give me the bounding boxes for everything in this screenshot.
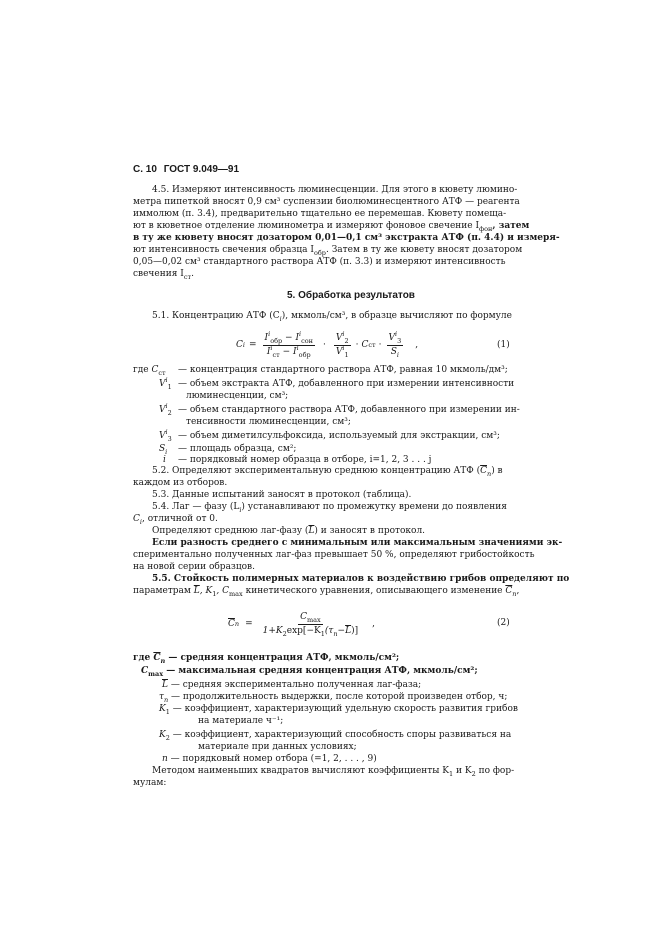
definition-row (133, 365, 166, 376)
definition-row (159, 730, 511, 741)
symbol: 1+K (262, 625, 283, 636)
definition-text: — объем диметилсульфоксида, используемый для экстракции, см³; (178, 431, 500, 441)
definition-row (162, 680, 421, 691)
text-span: . Затем в ту же кювету вносят дозатором (325, 245, 523, 255)
definition-text: — коэффициент, характеризующий удельную скорость развития грибов (172, 704, 518, 714)
fraction-denominator (334, 343, 351, 359)
text-line (152, 526, 425, 537)
definition-row (159, 428, 172, 443)
symbol: S (159, 444, 166, 454)
definition-row (141, 666, 478, 677)
text-line: 0,05—0,02 см³ стандартного раствора АТФ (п. 3.3) и измеряют интенсивность (133, 257, 506, 267)
subscript: 2 (167, 408, 172, 417)
multiply-dot: · (323, 339, 326, 350)
definition-row: i (163, 455, 166, 465)
paragraph-5-3: 5.3. Данные испытаний заносят в протокол (таблица). (152, 490, 412, 500)
symbol: (τ (324, 625, 334, 636)
symbol: $\overline{C}$ (505, 586, 513, 596)
subscript: обр (270, 336, 283, 345)
symbol: C (361, 339, 369, 350)
text-line (133, 221, 529, 232)
subscript: i (239, 505, 242, 514)
symbol: − I (282, 332, 300, 343)
text-span: − (337, 625, 346, 636)
text-line: на новой серии образцов. (133, 562, 255, 572)
subscript: n (333, 629, 338, 638)
text-span: exp[−K (286, 625, 321, 636)
definition-text: — концентрация стандартного раствора АТФ, равная 10 мкмоль/дм³; (178, 365, 508, 375)
symbol: $\overline{C}$ (480, 466, 487, 476)
subscript: i (279, 314, 282, 323)
section-title: 5. Обработка результатов (287, 290, 415, 301)
symbol: V (335, 346, 343, 357)
symbol: n (162, 754, 168, 764)
symbol: τ (159, 692, 164, 702)
subscript: 2 (471, 769, 476, 778)
fraction-ratio (387, 329, 404, 359)
text-span: 5.4. Лаг — фазу (L (152, 502, 240, 512)
subscript: 2 (282, 629, 287, 638)
text-span: и K (453, 766, 472, 776)
superscript: i (165, 428, 168, 436)
page-number: С. 10 (133, 164, 157, 175)
text-line: мулам: (133, 778, 167, 788)
formula-lhs: C (236, 339, 243, 350)
symbol: I (266, 346, 271, 357)
text-line: иммолюм (п. 3.4), предварительно тщательно ее перемешав. Кювету помеща- (133, 209, 507, 219)
text-line (133, 514, 218, 525)
fraction-numerator (387, 329, 404, 346)
text-span: ют в кюветное отделение люминометра и измеряют фоновое свечение I (133, 221, 480, 231)
subscript: 3 (397, 336, 402, 345)
subscript: i (165, 447, 168, 456)
fraction-kinetic (261, 612, 360, 637)
equals-sign: = (245, 618, 253, 629)
definition-continuation: материале при данных условиях; (198, 742, 357, 752)
subscript: сон (301, 336, 313, 345)
text-span: , (516, 586, 520, 596)
symbol: C (300, 611, 307, 622)
definition-row (162, 754, 377, 765)
text-line: Если разность среднего с минимальным или максимальным значениями эк- (152, 538, 563, 548)
definition-text: — продолжительность выдержки, после которой произведен отбор, ч; (171, 692, 508, 702)
subscript: n (487, 469, 492, 478)
symbol: V (159, 379, 166, 389)
subscript: 1 (449, 769, 454, 778)
text-line (133, 269, 194, 280)
standard-code: ГОСТ 9.049—91 (163, 164, 240, 175)
symbol: C (151, 365, 159, 375)
fraction-denominator (261, 625, 360, 637)
subscript: 1 (320, 629, 325, 638)
subscript: обр (313, 248, 326, 257)
text-span: )] (351, 625, 359, 636)
subscript: ст (272, 350, 280, 359)
fraction-volume (334, 329, 351, 359)
definition-text: — объем экстракта АТФ, добавленного при измерении интенсивности (178, 379, 515, 389)
definition-row (159, 402, 172, 417)
symbol: V (159, 405, 166, 415)
definition-row (159, 692, 507, 703)
definition-text: — площадь образца, см²; (178, 444, 297, 454)
text-line (133, 586, 519, 597)
text-line: метра пипеткой вносят 0,9 см³ суспензии биолюминесцентного АТФ — реагента (133, 197, 520, 207)
fraction-numerator (298, 612, 323, 625)
paragraph-final (152, 766, 514, 777)
definition-row (159, 444, 167, 455)
definition-text: — средняя концентрация АТФ, мкмоль/см²; (168, 653, 400, 663)
definition-continuation: люминесценции, см³; (186, 391, 289, 401)
text-span: . (191, 269, 194, 279)
formula-1: C i = $\frac{I^i_{обр} - I^i_{сон}}{I^i_{ст} - I^i_{обр}}$ · $\frac{V^i_2}{V^i_1}$ · C ст · $\frac{V^i_3}{S_i}$ , (236, 329, 419, 359)
symbol: V (388, 332, 395, 343)
symbol: $\overline{L}$ (162, 680, 168, 690)
symbol: , C (216, 586, 229, 596)
subscript: 2 (344, 336, 349, 345)
fraction-denominator (265, 343, 313, 359)
text-line (133, 245, 522, 256)
superscript: i (342, 343, 345, 352)
subscript: 1 (212, 589, 217, 598)
text-span: свечения I (133, 269, 184, 279)
formula-number: (2) (497, 618, 510, 628)
symbol: − I (279, 346, 297, 357)
text-span: где (133, 653, 154, 663)
symbol: V (159, 431, 166, 441)
text-line: 4.5. Измеряют интенсивность люминесценции. Для этого в кювету люмино- (152, 185, 518, 195)
text-line: спериментально полученных лаг-фаз превышает 50 %, определяют грибостойкость (133, 550, 535, 560)
subscript: i (139, 517, 142, 526)
text-span: , затем (492, 221, 530, 231)
subscript: ст (183, 272, 192, 281)
definition-text: — порядковый номер отбора (=1, 2, . . . , 9) (170, 754, 377, 764)
text-span: кинетического уравнения, описывающего изменение (242, 586, 506, 596)
formula-lhs: $\overline{C}$ (228, 618, 235, 629)
subscript: max (306, 615, 321, 624)
text-span: где (133, 365, 152, 375)
superscript: i (165, 376, 168, 384)
text-span: Методом наименьших квадратов вычисляют коэффициенты K (152, 766, 449, 776)
text-span: ) устанавливают по промежутку времени до появления (241, 502, 507, 512)
subscript: n (163, 695, 169, 704)
paragraph-5-2 (152, 466, 503, 477)
symbol: K (159, 730, 166, 740)
subscript: n (160, 656, 166, 665)
definition-row (133, 653, 399, 664)
page-header (133, 164, 239, 175)
comma: , (415, 339, 419, 350)
text-span: ют интенсивность свечения образца I (133, 245, 314, 255)
superscript: i (342, 329, 345, 338)
text-line: каждом из отборов. (133, 478, 228, 488)
equals-sign: = (248, 339, 257, 350)
text-span: 5.1. Концентрацию АТФ (C (152, 311, 280, 321)
definition-text: — порядковый номер образца в отборе, i=1, 2, 3 . . . j (178, 455, 432, 465)
text-span: Определяют среднюю лаг-фазу ( (152, 526, 309, 536)
superscript: i (296, 343, 299, 352)
definition-continuation: на материале ч⁻¹; (198, 716, 284, 726)
formula-number: (1) (497, 340, 510, 350)
subscript: 1 (165, 707, 170, 716)
definition-row (159, 704, 518, 715)
symbol: $\overline{C}$ (153, 653, 161, 663)
superscript: i (395, 329, 398, 338)
definition-text: — максимальная средняя концентрация АТФ, мкмоль/см²; (166, 666, 478, 676)
symbol: $\overline{L}$ (308, 526, 315, 536)
symbol: I (264, 332, 269, 343)
text-span: ), мкмоль/см³, в образце вычисляют по формуле (281, 311, 512, 321)
subscript: 1 (344, 350, 349, 359)
fraction-denominator (389, 346, 401, 358)
superscript: i (270, 343, 273, 352)
subscript: max (228, 589, 243, 598)
superscript: i (165, 402, 168, 410)
text-span: 5.2. Определяют экспериментальную среднюю концентрацию АТФ ( (152, 466, 481, 476)
paragraph-5-4 (152, 502, 507, 513)
subscript: обр (298, 350, 311, 359)
symbol: V (335, 332, 343, 343)
subscript: 1 (167, 382, 172, 391)
subscript: 3 (167, 434, 172, 443)
symbol: S (390, 346, 397, 357)
text-span: ) в (491, 466, 503, 476)
definition-text: — коэффициент, характеризующий способность споры развиваться на (172, 730, 512, 740)
symbol: K (159, 704, 166, 714)
multiply-dot: · (378, 339, 382, 350)
subscript: 2 (165, 733, 170, 742)
definition-continuation: тенсивности люминесценции, см³; (186, 417, 351, 427)
text-span: параметрам (133, 586, 194, 596)
text-line: в ту же кювету вносят дозатором 0,01—0,1 см³ экстракта АТФ (п. 4.4) и измеря- (133, 233, 560, 243)
text-span: по фор- (475, 766, 515, 776)
formula-2: $\overline{C}$ n = $\frac{C_{max}}{1+K_2\exp[-K_1(\tau_n-\overline{L})]}$ , (228, 611, 375, 638)
definition-row (159, 376, 172, 391)
definition-text: — объем стандартного раствора АТФ, добавленного при измерении ин- (178, 405, 520, 415)
symbol: C (133, 514, 140, 524)
subscript: ст (158, 368, 166, 377)
comma: , (372, 618, 375, 629)
paragraph-5-1 (152, 311, 512, 322)
superscript: i (268, 329, 271, 338)
multiply-dot: · (355, 339, 359, 350)
symbol: $\overline{L}$ (193, 586, 200, 596)
symbol: C (141, 666, 149, 676)
subscript: max (148, 669, 164, 678)
text-span: , отличной от 0. (141, 514, 218, 524)
symbol: , K (199, 586, 213, 596)
subscript: фон (479, 224, 493, 233)
subscript: i (396, 350, 399, 359)
fraction-intensity (263, 329, 315, 359)
paragraph-5-5: 5.5. Стойкость полимерных материалов к воздействию грибов определяют по (152, 574, 570, 584)
superscript: i (299, 329, 302, 338)
text-span: ) и заносят в протокол. (314, 526, 426, 536)
subscript: n (512, 589, 517, 598)
definition-text: — средняя экспериментально полученная лаг-фаза; (170, 680, 422, 690)
symbol: $\overline{L}$ (345, 625, 352, 636)
